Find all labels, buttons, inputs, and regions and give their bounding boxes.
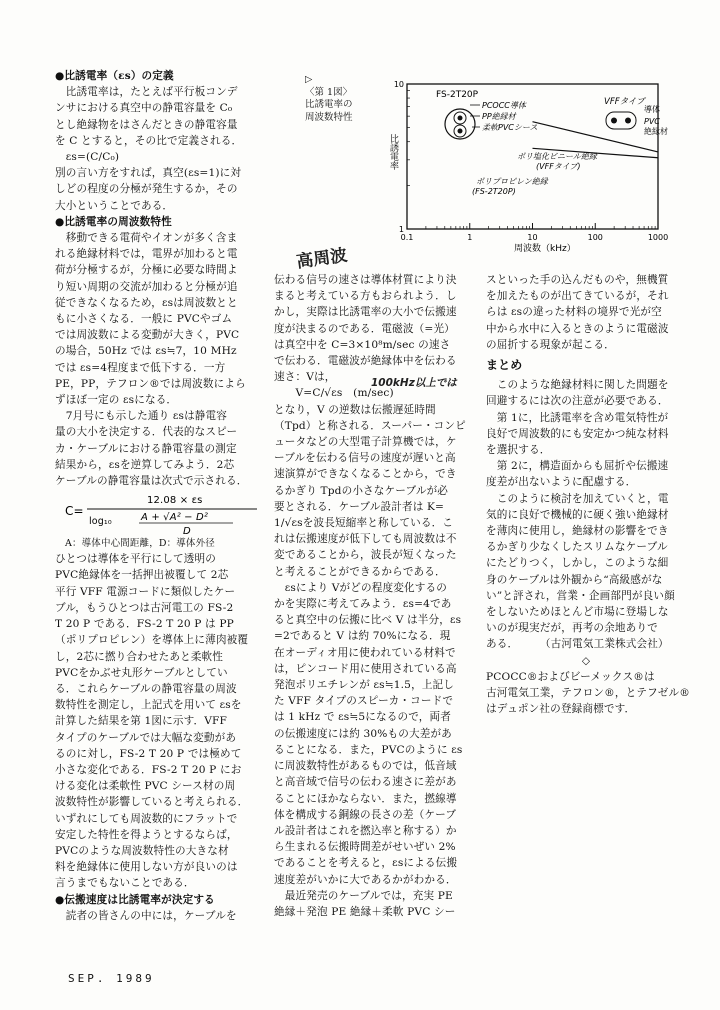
formula-inner-numerator: A + √A² − D² [141,512,209,524]
text-line: は 1 kHz で εs≒5になるので，両者 [274,711,452,724]
text-line: は，ピンコード用に使用されている高 [274,662,457,675]
article-column-3 [486,272,691,717]
text-line: 中から水中に入るときのように電磁波 [486,322,669,335]
text-line: 言うまでもないことである． [55,877,195,890]
text-line: まると考えている方もおられよう．し [274,290,457,303]
text-line: スといった手の込んだものや，無機質 [486,274,669,286]
section-heading: ●伝搬速度は比誘電率が決定する [55,893,215,906]
text-line: の伝搬速度には約 30%もの大差があ [274,727,452,740]
text-line: εsにより Vがどの程度変化するの [274,581,447,594]
text-line: かを実際に考えてみよう．εs=4であ [274,598,452,611]
text-line: もに小さくなる．一般に PVCやゴム [55,313,233,326]
cable-left-diagram [436,90,537,139]
text-line: 絶縁＋発泡 PE 絶縁＋柔軟 PVC シー [274,905,456,918]
text-line: 比誘電率は，たとえば平行板コンデ [55,86,238,99]
text-line: 平行 VFF 電源コードに類似したケー [55,585,236,598]
text-line: の屈折する現象が起こる． [486,338,615,351]
text-line: 荷が分極するが，分極に必要な時間よ [55,264,238,277]
x-tick-label: 1000 [647,233,669,242]
x-tick-label: 0.1 [400,233,414,242]
text-line: タイプのケーブルでは大幅な変動があ [55,731,237,744]
text-line: るかぎり少なくしたスリムなケーブル [486,541,668,554]
y-axis-label: 比誘電率 [388,134,398,170]
text-line: 体を構成する銅線の長さの差（ケーブ [274,808,457,821]
legend-label: 絶縁材 [644,127,668,136]
text-line: では周波数による変動が大きく，PVC [55,329,240,342]
text-line: り短い周期の交流が加わると分極が追 [55,280,238,293]
text-line: 大小ということである． [55,199,174,212]
flat-cable-outline [606,112,636,129]
text-line: ることにほかならない．また，撚線導 [274,792,457,805]
handwritten-note: 高周波 [295,245,349,273]
text-line: 速度差がいかに大であるかがわかる． [274,873,457,886]
text-line: いずれにしても周波数的にフラットで [55,812,238,825]
text-line: 良好で周波数的にも安定かつ純な材料 [486,427,669,440]
text-line: をしないためほとんど市場に登場しな [486,606,669,619]
text-line: 度が決まるのである．電磁波（=光） [274,322,455,335]
text-line: PVC絶縁体を一括押出被覆して 2芯 [55,569,229,582]
text-line: ずほぼ一定の εsになる． [55,394,178,407]
formula-line: V=C/√εs (m/sec) [274,387,394,400]
legend-label: PVC [644,117,660,126]
text-line: 気的に良好で機械的に硬く強い絶縁材 [486,508,669,521]
text-line: ンサにおける真空中の静電容量を C₀ [55,102,233,115]
legend-label: 導体 [644,105,660,114]
footnote-line: 古河電気工業，テフロン®，とテフゼル® [486,687,691,700]
text-line: にたどりつく，しかし，このような細 [486,557,669,570]
text-line: ひとつは導体を平行にして透明の [55,553,216,566]
legend-label: PP絶縁材 [482,112,516,121]
text-line: では εs=4程度まで低下する．一方 [55,361,226,374]
article-column-2 [274,272,486,920]
text-line: を C とすると，その比で定義される． [55,134,243,147]
text-line: を選択する． [486,444,551,457]
text-line: 波数特性が影響していると考えられる． [55,796,249,809]
text-line: で伝わる．電磁波が絶縁体中を伝わる [274,355,457,368]
text-line: と高音域で信号の伝わる速さに差があ [274,776,457,789]
text-line: ーブルを伝わる信号の速度が遅いと高 [274,452,456,465]
text-line: い”と評され，営業・企画部門が良い顔 [486,589,675,602]
text-line: 回避するには次の注意が必要である． [486,395,669,408]
conductor-core [625,118,631,124]
text-line: に周波数特性があるものでは，低音域 [274,760,457,773]
text-line: らは εsの違った材料の境界で光が空 [486,306,662,319]
legend-label: 柔軟PVCシース [482,123,538,132]
text-line: 結果から，εsを逆算してみよう．2芯 [55,458,235,471]
series-label-pp-sub: (FS-2T20P) [472,187,516,196]
text-line: 第 2に，構造面からも屈折や伝搬速 [486,460,669,473]
figure-arrow: ▷ [305,74,313,85]
section-heading: まとめ [486,358,523,373]
text-line: ケーブルの静電容量は次式で示される． [55,475,248,488]
text-line: 1/√εsを波長短縮率と称している．こ [274,517,454,530]
formula-log: log₁₀ [89,516,112,528]
text-line: ル設計者はこれを撚込率と称する）か [274,824,457,837]
text-line: ることになる．また，PVCのように εs [274,743,463,756]
text-line: を加えたものが出てきているが，それ [486,290,669,303]
conductor-core [458,129,463,134]
text-line: 速さ：Vは， [274,371,336,384]
text-line: このような絶縁材料に関した問題を [486,379,669,392]
text-line: 第 1に，比誘電率を含め電気特性が [486,411,669,424]
caption-line: 〈第 1図〉 [305,86,353,98]
y-tick-label: 10 [393,80,404,89]
formula-legend: A：導体中心間距離，D：導体外径 [65,538,215,550]
text-line: 発泡ポリエチレンが εs≒1.5，上記し [274,679,455,692]
text-line: 伝わる信号の速さは導体材質により決 [274,274,457,286]
text-line: 速演算ができなくなることから，でき [274,468,457,481]
text-line: ブル，もうひとつは古河電工の FS-2 [55,601,234,614]
text-line: 安定した特性を得ようとするならば， [55,828,238,841]
x-tick-label: 10 [527,233,538,242]
caption-line: 比誘電率の [305,99,353,110]
text-line: かし，実際は比誘電率の大小で伝搬速 [274,306,457,319]
text-line: 量の大小を決定する．代表的なスピー [55,426,238,439]
y-tick-label: 1 [398,225,404,234]
text-line: 料を絶縁体に使用しない方が良いのは [55,861,238,874]
text-line: 身のケーブルは外観から“高級感がな [486,573,663,586]
text-line: るかぎり Tpdの小さなケーブルが必 [274,484,449,497]
text-line: る．これらケーブルの静電容量の周波 [55,682,237,695]
formula-lhs: C= [65,504,84,519]
text-line: 在オーディオ用に使われている材料で [274,646,456,659]
text-line: し，2芯に撚り合わせたあと柔軟性 [55,650,224,663]
x-tick-label: 1 [467,233,473,242]
text-line: ら生まれる伝搬時間差がせいぜい 2% [274,841,456,854]
text-line: （Tpd）と称される．スーパー・コンピ [274,419,466,432]
text-line: 読者の皆さんの中には，ケーブルを [55,909,237,922]
text-line: るのに対し，FS-2 T 20 P では極めて [55,747,242,760]
section-heading: ●比誘電率（εs）の定義 [55,70,174,82]
capacitance-formula [55,491,270,537]
cable-left-title: FS-2T20P [436,90,479,100]
text-line: 移動できる電荷やイオンが多く含ま [55,232,238,245]
x-axis-label: 周波数（kHz） [514,244,576,254]
text-line: とし絶縁物をはさんだときの静電容量 [55,118,238,131]
x-ticks [398,223,669,242]
text-line: を薄肉に使用し，絶縁材の影響をでき [486,525,669,538]
formula-graphic [55,491,270,537]
conductor-core [611,118,617,124]
caption-line: 周波数特性 [305,111,353,123]
series-label-pp: ポリプロピレン絶縁 [476,177,548,186]
text-line: PVCをかぶせ丸形ケーブルとしてい [55,666,228,679]
text-line: は真空中を C=3×10⁸m/sec の速さ [274,338,451,351]
formula-inner-denominator: D [183,526,191,538]
footnote-line: はデュポン社の登録商標です． [486,703,636,716]
legend-label: PCOCC導体 [482,101,526,110]
text-line: カ・ケーブルにおける静電容量の測定 [55,442,237,455]
text-line: ける変化は柔軟性 PVC シース材の周 [55,780,236,793]
text-line: 別の言い方をすれば，真空(εs=1)に対 [55,167,242,180]
text-line: であることを考えると，εsによる伝搬 [274,857,458,870]
text-line: 変であることから，波長が短くなった [274,549,457,562]
text-line: の場合，50Hz では εs≒7，10 MHz [55,345,237,358]
text-line: と考えることができるからである． [274,565,446,578]
text-line: となり，V の逆数は伝搬遅延時間 [274,403,436,416]
section-heading: ●比誘電率の周波数特性 [55,215,172,228]
text-line: 度差が出ないように配慮する． [486,476,637,489]
text-line: =2であると V は約 70%になる．現 [274,630,451,643]
text-line: 小さな変化である．FS-2 T 20 P にお [55,763,242,776]
text-line: ュータなどの大型電子計算機では，ケ [274,436,457,449]
text-line: れる絶縁材料では，電界が加わると電 [55,248,238,261]
text-line: ると真空中の伝搬に比べ V は半分，εs [274,614,462,627]
handwritten-note: 100kHz以上では [371,377,457,389]
series-label-pvc-sub: (VFFタイプ) [536,162,581,171]
conductor-core [458,116,463,121]
text-line: ある． （古河電気工業株式会社） [486,638,669,651]
text-line: （ポリプロピレン）を導体上に薄肉被覆 [55,634,249,647]
text-line: このように検討を加えていくと，電 [486,492,669,505]
text-line: いのが現実だが，再考の余地ありで [486,622,658,635]
formula-numerator: 12.08 × εs [147,495,203,507]
text-line: 数特性を測定し，上記式を用いて εsを [55,699,242,712]
cable-right-title: VFFタイプ [604,97,645,107]
text-line: れは伝搬速度が低下しても周波数は不 [274,533,457,546]
text-line: 要とされる．ケーブル設計者は K= [274,500,445,513]
text-line: 計算した結果を第 1図に示す．VFF [55,715,228,728]
text-line: T 20 P である．FS-2 T 20 P は PP [55,618,234,631]
text-line: PVCのような周波数特性の大きな材 [55,844,229,857]
text-line: しどの程度の分極が発生するか，その [55,183,238,196]
figure-1-chart [300,64,680,264]
series-line-pvc [533,122,659,152]
text-line: PE，PP，テフロン®では周波数によら [55,377,246,390]
article-column-1 [55,68,270,924]
text-line: 最近発売のケーブルでは，充実 PE [274,889,453,902]
footnote-line: PCOCC®およびビーメックス®は [486,670,655,683]
text-line: 7月号にも示した通り εsは静電容 [55,410,228,423]
text-line: た VFF タイプのスピーカ・コードで [274,695,454,708]
section-separator: ◇ [581,654,591,667]
formula-line: εs=(C/C₀) [55,151,120,164]
x-tick-label: 100 [587,233,603,242]
series-label-pvc: ポリ塩化ビニール絶縁 [517,152,597,161]
text-line: 従できなくなるため，εsは周波数とと [55,296,238,309]
issue-date: SEP. 1989 [68,972,155,985]
